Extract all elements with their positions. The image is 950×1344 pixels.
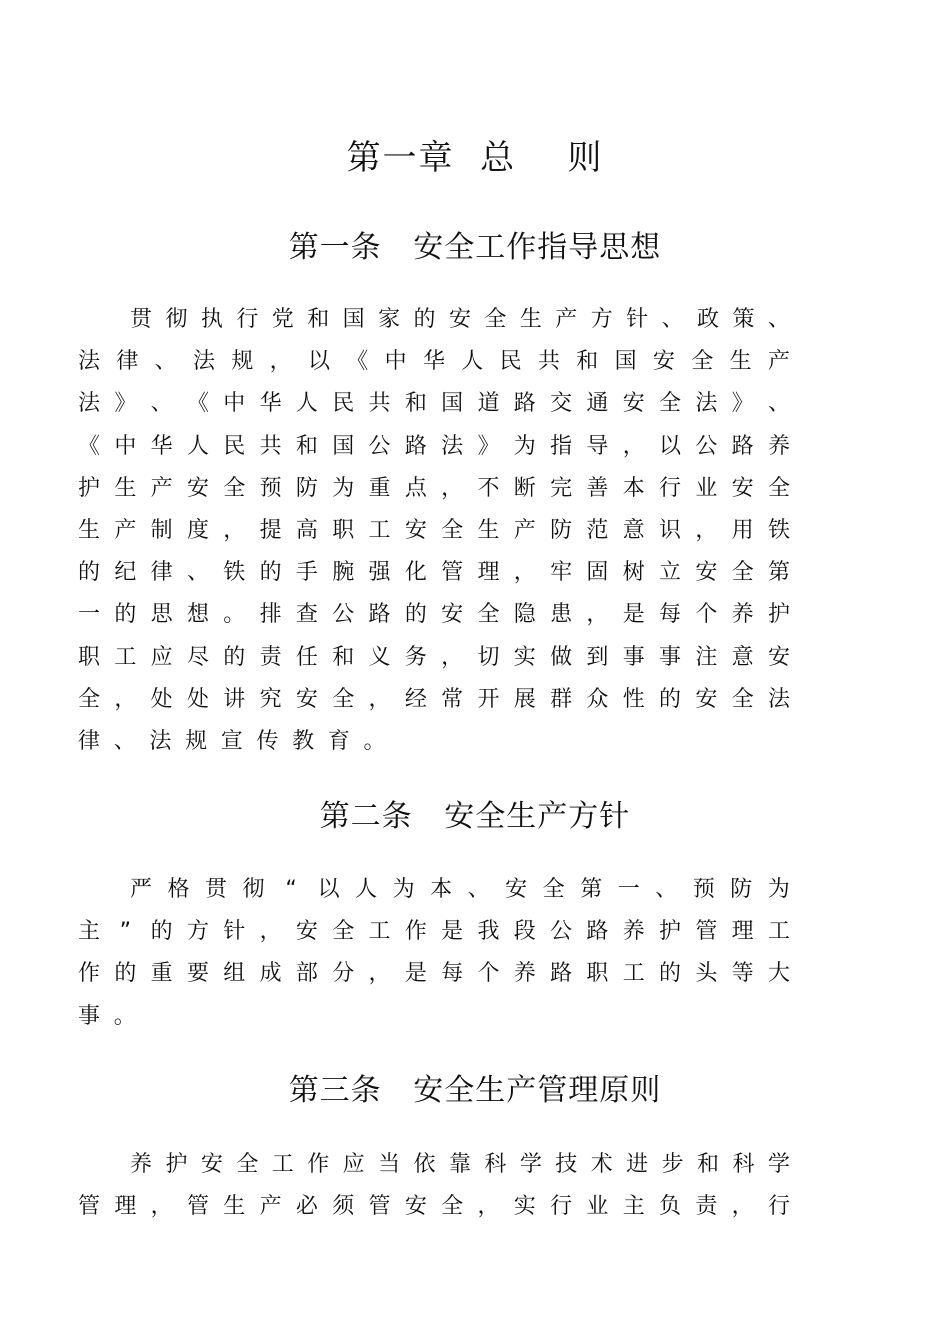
article-1-body <box>78 299 790 763</box>
article-1-heading: 第一条 安全工作指导思想 <box>288 230 662 265</box>
text-line: 一 的 思 想 。 排 查 公 路 的 安 全 隐 患 ， 是 每 个 养 护 <box>78 602 790 628</box>
text-line: 主 ” 的 方 针 ， 安 全 工 作 是 我 段 公 路 养 护 管 理 工 <box>78 919 790 945</box>
text-line: 法 》 、 《 中 华 人 民 共 和 国 道 路 交 通 安 全 法 》 、 <box>78 391 790 417</box>
text-line: 严 格 贯 彻 “ 以 人 为 本 、 安 全 第 一 、 预 防 为 <box>130 877 790 902</box>
text-line: 职 工 应 尽 的 责 任 和 义 务 ， 切 实 做 到 事 事 注 意 安 <box>78 644 790 670</box>
article-3-body <box>78 1144 790 1228</box>
text-line: 生 产 制 度 ， 提 高 职 工 安 全 生 产 防 范 意 识 ， 用 铁 <box>78 517 790 543</box>
text-line: 事 。 <box>78 1003 136 1029</box>
article-2-heading: 第二条 安全生产方针 <box>319 799 631 834</box>
text-line: 《 中 华 人 民 共 和 国 公 路 法 》 为 指 导 ， 以 公 路 养 <box>78 433 790 459</box>
text-line: 养 护 安 全 工 作 应 当 依 靠 科 学 技 术 进 步 和 科 学 <box>130 1152 790 1177</box>
text-line: 律 、 法 规 宣 传 教 育 。 <box>78 728 386 754</box>
chapter-title: 第一章 总 则 <box>346 138 604 178</box>
text-line: 的 纪 律 、 铁 的 手 腕 强 化 管 理 ， 牢 固 树 立 安 全 第 <box>78 560 790 586</box>
text-line: 管 理 ， 管 生 产 必 须 管 安 全 ， 实 行 业 主 负 责 ， 行 <box>78 1194 790 1220</box>
text-line: 贯 彻 执 行 党 和 国 家 的 安 全 生 产 方 针 、 政 策 、 <box>130 307 790 332</box>
text-line: 作 的 重 要 组 成 部 分 ， 是 每 个 养 路 职 工 的 头 等 大 <box>78 961 790 987</box>
text-line: 护 生 产 安 全 预 防 为 重 点 ， 不 断 完 善 本 行 业 安 全 <box>78 475 790 501</box>
article-3-heading: 第三条 安全生产管理原则 <box>288 1073 662 1108</box>
article-2-body <box>78 869 790 1038</box>
text-line: 法 律 、 法 规 ， 以 《 中 华 人 民 共 和 国 安 全 生 产 <box>78 349 790 375</box>
text-line: 全 ， 处 处 讲 究 安 全 ， 经 常 开 展 群 众 性 的 安 全 法 <box>78 686 790 712</box>
